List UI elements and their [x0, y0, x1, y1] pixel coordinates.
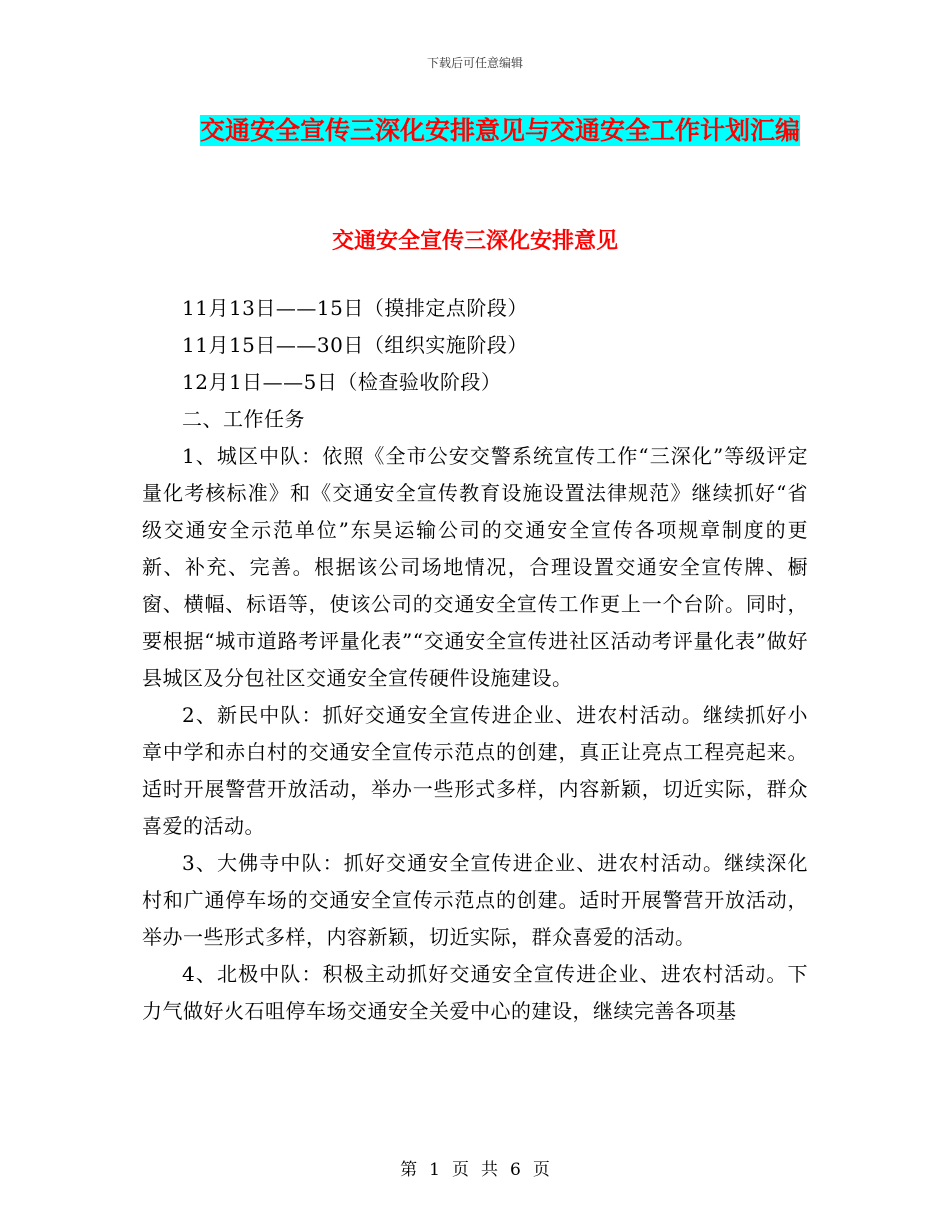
paragraph-task-4: 4、北极中队：积极主动抓好交通安全宣传进企业、进农村活动。下力气做好火石咀停车场交通安全关爱中心的建设，继续完善各项基 [142, 962, 808, 1023]
paragraph-schedule-2: 11月15日——30日（组织实施阶段） [182, 333, 528, 357]
page-footer [0, 1155, 950, 1180]
main-title-text: 交通安全宣传三深化安排意见与交通安全工作计划汇编 [199, 116, 800, 145]
footer-total-number: 6 [510, 1160, 521, 1180]
footer-page-unit: 页 [452, 1160, 469, 1180]
paragraph-schedule-1: 11月13日——15日（摸排定点阶段） [182, 296, 528, 320]
paragraph-task-3: 3、大佛寺中队：抓好交通安全宣传进企业、进农村活动。继续深化村和广通停车场的交通安全宣传示范点的创建。适时开展警营开放活动，举办一些形式多样，内容新颖，切近实际，群众喜爱的活动。 [142, 851, 808, 949]
footer-total-unit: 页 [532, 1160, 550, 1180]
header-note: 下载后可任意编辑 [426, 56, 523, 70]
section-title: 交通安全宣传三深化安排意见 [331, 229, 618, 254]
document-body [142, 290, 808, 1030]
footer-page-number: 1 [429, 1160, 440, 1180]
footer-total-word: 共 [481, 1160, 498, 1180]
paragraph-task-2: 2、新民中队：抓好交通安全宣传进企业、进农村活动。继续抓好小章中学和赤白村的交通安全宣传示范点的创建，真正让亮点工程亮起来。适时开展警营开放活动，举办一些形式多样，内容新颖，切近实际，群众喜爱的活动。 [142, 703, 808, 838]
paragraph-heading-tasks: 二、工作任务 [182, 407, 305, 431]
footer-page-word: 第 [400, 1160, 418, 1180]
main-title [180, 108, 820, 154]
paragraph-task-1: 1、城区中队：依照《全市公安交警系统宣传工作“三深化”等级评定量化考核标准》和《交通安全宣传教育设施设置法律规范》继续抓好“省级交通安全示范单位”东昊运输公司的交通安全宣传各项规章制度的更新、补充、完善。根据该公司场地情况，合理设置交通安全宣传牌、橱窗、横幅、标语等，使该公司的交通安全宣传工作更上一个台阶。同时，要根据“城市道路考评量化表”“交通安全宣传进社区活动考评量化表”做好县城区及分包社区交通安全宣传硬件设施建设。 [142, 444, 808, 690]
paragraph-schedule-3: 12月1日——5日（检查验收阶段） [182, 370, 502, 394]
